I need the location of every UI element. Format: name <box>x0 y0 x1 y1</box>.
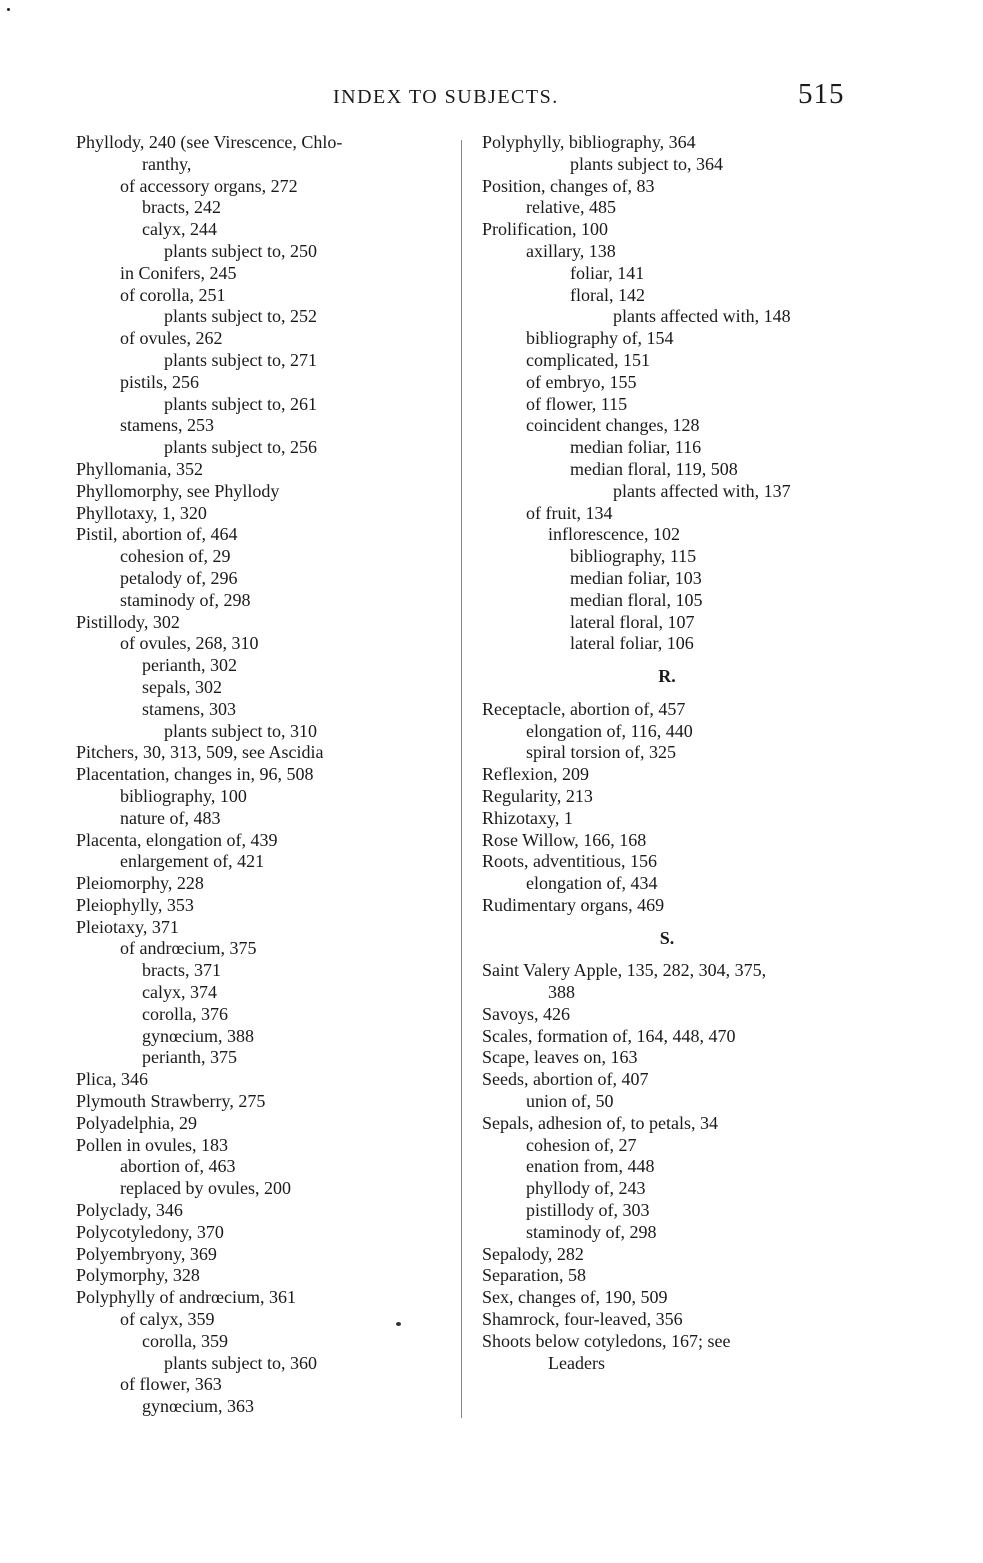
index-entry: Polyclady, 346 <box>76 1200 183 1221</box>
index-entry: Shoots below cotyledons, 167; see <box>482 1330 731 1351</box>
index-subentry: of corolla, 251 <box>120 284 226 305</box>
index-subentry: bibliography, 100 <box>120 785 247 806</box>
index-subentry: pistils, 256 <box>120 371 200 392</box>
index-subentry: plants subject to, 364 <box>570 153 723 174</box>
index-entry: Polyphylly of andrœcium, 361 <box>76 1287 296 1308</box>
index-subentry: median foliar, 103 <box>570 567 702 588</box>
index-entry: Polyadelphia, 29 <box>76 1112 197 1133</box>
index-subentry: bibliography, 115 <box>570 546 697 567</box>
index-subentry: plants subject to, 360 <box>164 1352 317 1373</box>
index-subentry: abortion of, 463 <box>120 1156 236 1177</box>
index-entry: Plica, 346 <box>76 1069 148 1090</box>
section-heading: R. <box>658 666 676 687</box>
index-subentry: calyx, 374 <box>142 982 217 1003</box>
index-subentry: of embryo, 155 <box>526 371 637 392</box>
index-subentry: bibliography of, 154 <box>526 328 674 349</box>
index-subentry: gynœcium, 388 <box>142 1025 254 1046</box>
index-entry: Position, changes of, 83 <box>482 175 655 196</box>
index-subentry: ranthy, <box>142 153 192 174</box>
index-subentry: coincident changes, 128 <box>526 415 700 436</box>
index-subentry: pistillody of, 303 <box>526 1200 650 1221</box>
index-subentry: plants subject to, 252 <box>164 306 317 327</box>
index-subentry: staminody of, 298 <box>526 1221 657 1242</box>
index-subentry: plants subject to, 256 <box>164 437 317 458</box>
index-entry: Rudimentary organs, 469 <box>482 894 665 915</box>
section-heading: S. <box>659 927 675 948</box>
index-entry: Pleiotaxy, 371 <box>76 916 179 937</box>
index-entry: Polyphylly, bibliography, 364 <box>482 132 696 152</box>
index-subentry: elongation of, 434 <box>526 873 658 894</box>
index-subentry: phyllody of, 243 <box>526 1178 646 1199</box>
index-entry: Shamrock, four-leaved, 356 <box>482 1309 683 1330</box>
index-entry: Pistillody, 302 <box>76 611 180 632</box>
index-entry: Rhizotaxy, 1 <box>482 807 573 828</box>
index-subentry: stamens, 303 <box>142 698 236 719</box>
index-subentry: 388 <box>548 982 575 1003</box>
index-entry: Sex, changes of, 190, 509 <box>482 1287 668 1308</box>
index-subentry: plants affected with, 137 <box>613 480 791 501</box>
index-entry: Receptacle, abortion of, 457 <box>482 698 686 719</box>
index-subentry: elongation of, 116, 440 <box>526 720 693 741</box>
index-subentry: petalody of, 296 <box>120 567 238 588</box>
running-title: INDEX TO SUBJECTS. <box>333 86 559 108</box>
index-entry: Phyllotaxy, 1, 320 <box>76 502 207 523</box>
index-subentry: lateral floral, 107 <box>570 611 695 632</box>
index-subentry: plants subject to, 310 <box>164 720 317 741</box>
index-subentry: calyx, 244 <box>142 219 217 240</box>
index-subentry: bracts, 242 <box>142 197 221 218</box>
index-subentry: of fruit, 134 <box>526 502 613 523</box>
print-speck <box>396 1322 401 1326</box>
index-entry: Reflexion, 209 <box>482 764 589 785</box>
index-entry: Polymorphy, 328 <box>76 1265 200 1286</box>
index-subentry: complicated, 151 <box>526 349 650 370</box>
index-subentry: lateral foliar, 106 <box>570 633 694 654</box>
index-subentry: cohesion of, 27 <box>526 1134 637 1155</box>
index-entry: Pollen in ovules, 183 <box>76 1134 228 1155</box>
index-subentry: staminody of, 298 <box>120 589 251 610</box>
index-entry: Placentation, changes in, 96, 508 <box>76 764 314 785</box>
index-entry: Phyllody, 240 (see Virescence, Chlo- <box>76 132 343 152</box>
index-subentry: of flower, 363 <box>120 1374 222 1395</box>
index-entry: Rose Willow, 166, 168 <box>482 829 647 850</box>
index-entry: Pleiophylly, 353 <box>76 894 194 915</box>
index-entry: Phyllomorphy, see Phyllody <box>76 480 280 501</box>
index-subentry: enation from, 448 <box>526 1156 655 1177</box>
index-subentry: replaced by ovules, 200 <box>120 1178 291 1199</box>
index-entry: Phyllomania, 352 <box>76 458 203 479</box>
index-subentry: of flower, 115 <box>526 393 628 414</box>
index-entry: Prolification, 100 <box>482 219 608 240</box>
print-speck <box>7 8 10 11</box>
index-column-right <box>482 132 852 1374</box>
index-entry: Savoys, 426 <box>482 1003 571 1024</box>
index-subentry: of accessory organs, 272 <box>120 175 298 196</box>
index-subentry: nature of, 483 <box>120 807 221 828</box>
index-subentry: plants subject to, 271 <box>164 349 317 370</box>
index-subentry: stamens, 253 <box>120 415 214 436</box>
index-entry: Polycotyledony, 370 <box>76 1221 224 1242</box>
index-subentry: perianth, 375 <box>142 1047 237 1068</box>
page-header <box>0 78 983 112</box>
index-entry: Separation, 58 <box>482 1265 586 1286</box>
index-subentry: plants subject to, 250 <box>164 240 317 261</box>
index-subentry: plants subject to, 261 <box>164 393 317 414</box>
index-entry: Pistil, abortion of, 464 <box>76 524 238 545</box>
index-subentry: Leaders <box>548 1352 605 1373</box>
index-entry: Polyembryony, 369 <box>76 1243 217 1264</box>
index-subentry: of ovules, 268, 310 <box>120 633 259 654</box>
index-subentry: median floral, 105 <box>570 589 703 610</box>
index-entry: Seeds, abortion of, 407 <box>482 1069 649 1090</box>
index-subentry: perianth, 302 <box>142 655 237 676</box>
index-subentry: sepals, 302 <box>142 676 222 697</box>
index-subentry: of ovules, 262 <box>120 328 223 349</box>
index-subentry: median foliar, 116 <box>570 437 702 458</box>
index-subentry: corolla, 359 <box>142 1330 228 1351</box>
column-divider <box>461 140 462 1418</box>
index-subentry: axillary, 138 <box>526 240 616 261</box>
index-entry: Plymouth Strawberry, 275 <box>76 1091 266 1112</box>
index-entry: Placenta, elongation of, 439 <box>76 829 278 850</box>
index-subentry: median floral, 119, 508 <box>570 458 738 479</box>
index-subentry: cohesion of, 29 <box>120 546 231 567</box>
index-entry: Sepalody, 282 <box>482 1243 584 1264</box>
index-subentry: inflorescence, 102 <box>548 524 680 545</box>
index-entry: Pitchers, 30, 313, 509, see Ascidia <box>76 742 324 763</box>
index-entry: Scape, leaves on, 163 <box>482 1047 638 1068</box>
index-entry: Saint Valery Apple, 135, 282, 304, 375, <box>482 960 767 981</box>
index-entry: Roots, adventitious, 156 <box>482 851 657 872</box>
index-subentry: of calyx, 359 <box>120 1309 215 1330</box>
index-subentry: union of, 50 <box>526 1091 614 1112</box>
index-subentry: bracts, 371 <box>142 960 221 981</box>
index-subentry: floral, 142 <box>570 284 645 305</box>
index-subentry: corolla, 376 <box>142 1003 228 1024</box>
index-entry: Pleiomorphy, 228 <box>76 873 204 894</box>
index-entry: Sepals, adhesion of, to petals, 34 <box>482 1112 718 1133</box>
index-subentry: of andrœcium, 375 <box>120 938 257 959</box>
index-entry: Regularity, 213 <box>482 785 593 806</box>
index-subentry: enlargement of, 421 <box>120 851 265 872</box>
index-column-left <box>76 132 456 1418</box>
index-entry: Scales, formation of, 164, 448, 470 <box>482 1025 736 1046</box>
index-subentry: in Conifers, 245 <box>120 262 237 283</box>
index-subentry: foliar, 141 <box>570 262 645 283</box>
index-subentry: plants affected with, 148 <box>613 306 791 327</box>
index-subentry: spiral torsion of, 325 <box>526 742 676 763</box>
index-subentry: gynœcium, 363 <box>142 1396 254 1417</box>
page-number: 515 <box>798 78 845 110</box>
index-subentry: relative, 485 <box>526 197 616 218</box>
